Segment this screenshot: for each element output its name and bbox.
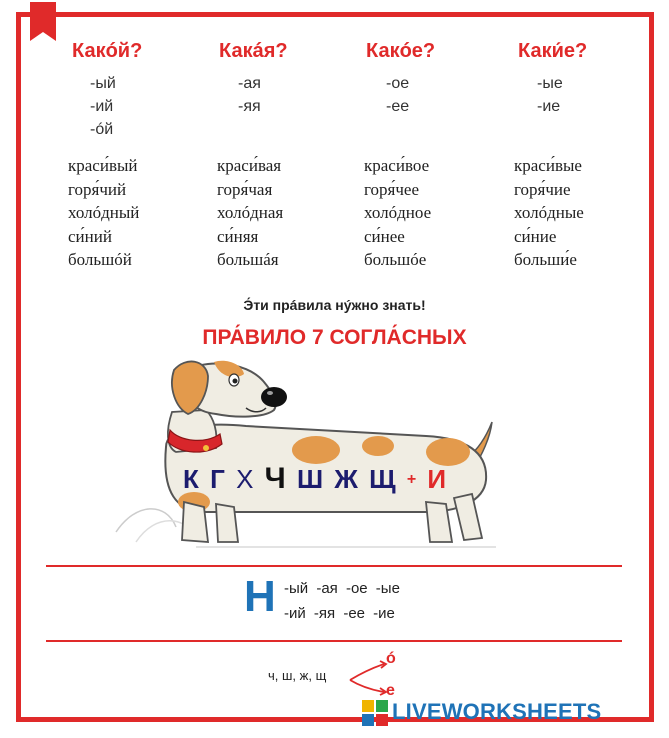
word: холóдный [68, 203, 140, 222]
word: горя́чая [217, 179, 273, 199]
endings-kakaya [238, 72, 261, 118]
word: си́ние [514, 226, 557, 246]
question-kakoe: Какóе? [366, 40, 436, 62]
word: краси́вая [217, 156, 282, 175]
word: холóдные [514, 203, 584, 222]
question-kakie: Каки́е? [518, 40, 588, 62]
words-kakoy [68, 154, 139, 272]
liveworksheets-logo-icon [362, 700, 388, 726]
word: большóе [364, 250, 427, 269]
letter-ch: Ч [264, 462, 288, 495]
question-kakoy: Какóй? [72, 40, 143, 62]
word: холóдная [217, 203, 284, 222]
words-kakaya [217, 154, 283, 272]
rules-note: Э́ти прáвила нýжно знать! [243, 297, 426, 313]
word: горя́чие [514, 179, 571, 199]
ending: -ее [386, 98, 410, 115]
letter-g: Г [210, 464, 227, 494]
word: большóй [68, 250, 132, 269]
word: холóдное [364, 203, 432, 222]
ending: -ое [386, 75, 410, 92]
ending: -ые [537, 75, 563, 92]
dog-letters [183, 462, 448, 496]
word: си́ний [68, 226, 112, 246]
rule-title: ПРА́ВИЛО 7 СОГЛА́СНЫХ [202, 326, 467, 349]
letter-k: К [183, 464, 201, 494]
stressed-o: ó [386, 650, 396, 667]
ending: -яя [238, 98, 261, 115]
liveworksheets-watermark: LIVEWORKSHEETS [392, 699, 602, 724]
words-kakie [514, 154, 584, 272]
word: большáя [217, 250, 279, 269]
bookmark-icon [30, 2, 56, 32]
word: краси́вый [68, 156, 138, 175]
letter-kh: Х [236, 464, 256, 494]
ending: -ий [90, 98, 114, 115]
word: горя́чий [68, 179, 127, 199]
word: си́нее [364, 226, 405, 246]
ending: -ая [238, 75, 261, 92]
letter-shch: Щ [369, 464, 398, 494]
unstressed-e: е [386, 682, 395, 699]
divider-top [46, 565, 622, 567]
divider-bottom [46, 640, 622, 642]
word: си́няя [217, 226, 259, 246]
ending: -ие [537, 98, 561, 115]
letter-i: И [427, 464, 449, 494]
ending: -ый [90, 75, 116, 92]
endings-kakoe [386, 72, 409, 118]
endings-kakie [537, 72, 563, 118]
word: больши́е [514, 250, 577, 269]
letter-zh: Ж [334, 464, 360, 494]
n-rule-row-2: -ий -яя -ее -ие [284, 605, 395, 622]
hissing-letters: ч, ш, ж, щ [268, 668, 327, 683]
word: краси́вое [364, 156, 430, 175]
dachshund-illustration [96, 352, 516, 557]
n-rule-row-1: -ый -ая -ое -ые [284, 580, 400, 597]
words-kakoe [364, 154, 431, 272]
letter-sh: Ш [297, 464, 326, 494]
letter-n: Н [244, 572, 276, 621]
endings-kakoy [90, 72, 116, 141]
word: горя́чее [364, 179, 420, 199]
plus-sign: + [406, 471, 419, 488]
question-kakaya: Какáя? [219, 40, 288, 62]
word: краси́вые [514, 156, 582, 175]
ending: -óй [90, 121, 114, 138]
